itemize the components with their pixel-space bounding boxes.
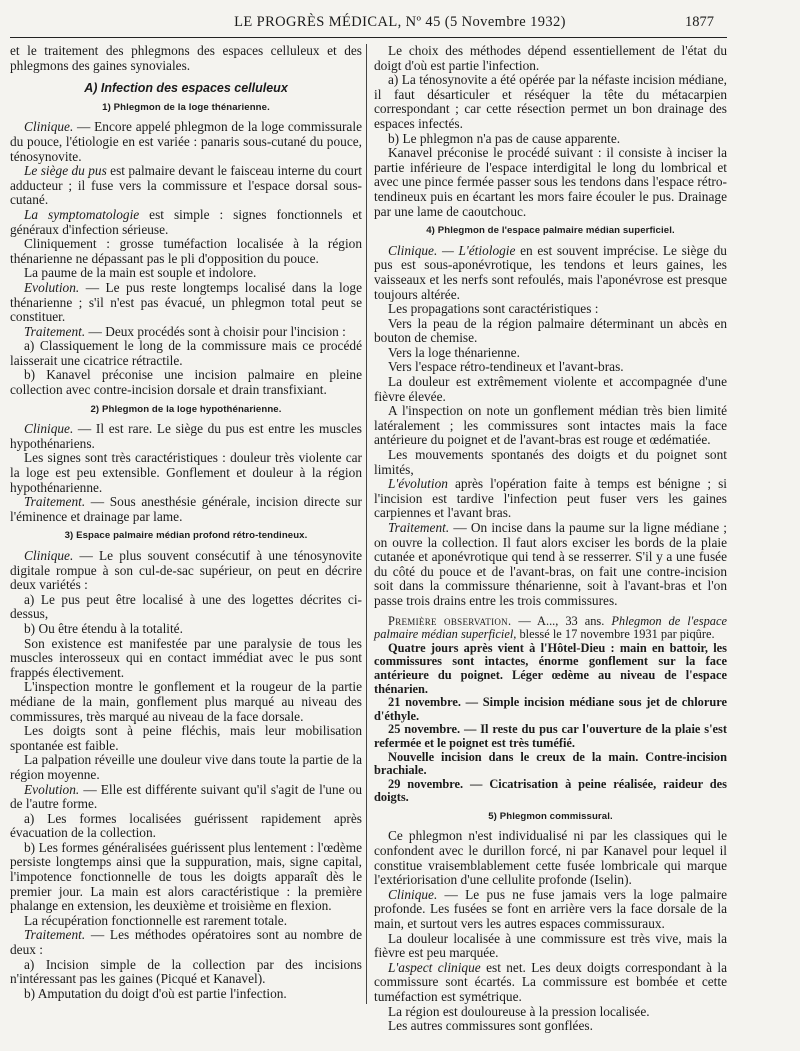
subsection-heading: 3) Espace palmaire médian profond rétro-tendineux.	[64, 530, 308, 542]
observation-paragraph: 21 novembre. — Simple incision médiane sous jet de chlorure d'éthyle.	[374, 695, 727, 723]
observation-heading: Première observation. — A..., 33 ans. Phlegmon de l'espace palmaire médian superficiel, blessé le 17 novembre 1931 par piqûre.	[374, 613, 727, 642]
paragraph: Traitement. — Deux procédés sont à choisir pour l'incision :	[24, 323, 346, 339]
running-title: LE PROGRÈS MÉDICAL, Nº 45 (5 Novembre 1932)	[234, 14, 566, 30]
paragraph: Kanavel préconise le procédé suivant : il consiste à inciser la partie inférieure de l'espace interdigital le long du lombrical et avec une pince fermée passer sous les tendons dans l'espace rétro-tendineux puis en écartant les mors faire écouler le pus. Drainage par une lame de caoutchouc.	[374, 145, 727, 219]
observation-paragraph: Quatre jours après vient à l'Hôtel-Dieu : main en battoir, les commissures sont intactes, énorme gonflement sur la face antérieure du poignet. Léger œdème au niveau de l'espace thénarien.	[374, 640, 727, 696]
paragraph: Les doigts sont à peine fléchis, mais leur mobilisation spontanée est faible.	[10, 723, 362, 753]
paragraph: b) Les formes généralisées guérissent plus lentement : l'œdème persiste longtemps ainsi que la suppuration, mais, signe capital, l'impotence fonctionnelle de tous les doigts apparaît dès le premier jour. La main est alors caractéristique : la première phalange en extension, les deuxième et troisième en flexion.	[10, 839, 362, 914]
paragraph: La région est douloureuse à la pression localisée.	[388, 1003, 650, 1019]
observation-paragraph: 29 novembre. — Cicatrisation à peine réalisée, raideur des doigts.	[374, 776, 727, 805]
paragraph: Vers la peau de la région palmaire déterminant un abcès en bouton de chemise.	[374, 315, 727, 346]
paragraph: La récupération fonctionnelle est rarement totale.	[24, 912, 288, 928]
observation-paragraph: Nouvelle incision dans le creux de la main. Contre-incision brachiale.	[374, 749, 727, 778]
observation-paragraph: 25 novembre. — Il reste du pus car l'ouverture de la plaie s'est refermée et le poignet est très tuméfié.	[374, 722, 727, 750]
page-number: 1877	[685, 14, 714, 30]
paragraph: b) Ou être étendu à la totalité.	[24, 620, 183, 636]
paragraph: Clinique. — Le pus ne fuse jamais vers la loge palmaire profonde. Les fusées se font en arrière vers la face dorsale de la main, et surtout vers les autres espaces commissuraux.	[374, 886, 727, 932]
paragraph: La symptomatologie est simple : signes fonctionnels et généraux d'infection sérieuse.	[10, 206, 362, 237]
subsection-heading: 1) Phlegmon de la loge thénarienne.	[102, 101, 270, 113]
paragraph: et le traitement des phlegmons des espaces celluleux et des phlegmons des gaines synoviales.	[10, 43, 362, 73]
right-column	[374, 44, 727, 1034]
paragraph: Ce phlegmon n'est individualisé ni par les classiques qui le confondent avec le durillon forcé, ni par Kanavel pour lequel il constitue vraisemblablement cette fusée lombricale qui marque l'extériorisation d'une cellulite profonde (Iselin).	[374, 828, 727, 888]
paragraph: Traitement. — Les méthodes opératoires sont au nombre de deux :	[10, 927, 362, 958]
column-separator	[366, 44, 367, 1004]
paragraph: Vers la loge thénarienne.	[388, 344, 520, 360]
subsection-heading: 5) Phlegmon commissural.	[488, 810, 613, 822]
section-heading: A) Infection des espaces celluleux	[84, 81, 288, 96]
paragraph: b) Amputation du doigt d'où est partie l'infection.	[24, 985, 287, 1001]
paragraph: Clinique. — L'étiologie en est souvent imprécise. Le siège du pus est sous-aponévrotique, les tendons et leurs gaines, les vaisseaux et les nerfs sont refoulés, mais l'aponévrose est presque toujours altérée.	[374, 242, 727, 302]
paragraph: La douleur est extrêmement violente et accompagnée d'une fièvre élevée.	[374, 374, 727, 404]
subsection-heading: 2) Phlegmon de la loge hypothénarienne.	[90, 403, 282, 415]
paragraph: La douleur localisée à une commissure est très vive, mais la fièvre est peu marquée.	[374, 930, 727, 961]
paragraph: Clinique. — Encore appelé phlegmon de la loge commissurale du pouce, l'étiologie en est variée : panaris sous-cutané du pouce, ténosynovite.	[10, 119, 362, 164]
paragraph: La palpation réveille une douleur vive dans toute la partie de la région moyenne.	[10, 752, 362, 782]
paragraph: Les autres commissures sont gonflées.	[388, 1018, 593, 1034]
paragraph: L'inspection montre le gonflement et la rougeur de la partie médiane de la main, gonflement plus marqué au niveau des commissures, très marqué au niveau de la face dorsale.	[10, 679, 362, 724]
paragraph: L'évolution après l'opération faite à temps est bénigne ; si l'incision est tardive l'infection peut fuser vers les gaines carpiennes et l'avant bras.	[374, 476, 727, 521]
paragraph: Traitement. — On incise dans la paume sur la ligne médiane ; on ouvre la collection. Il faut alors exciser les bords de la plaie cutanée et aponévrotique qui tend à se resserrer. S'il y a une fusée du côté du pouce et de l'avant-bras, on fait une contre-incision soit dans la commissure thénarienne, soit à l'avant-bras et l'on passe trois drains entre les trois commissures.	[374, 520, 727, 608]
paragraph: Traitement. — Sous anesthésie générale, incision directe sur l'éminence et drainage par lame.	[10, 494, 362, 524]
paragraph: Les propagations sont caractéristiques :	[388, 301, 599, 317]
left-column	[10, 44, 362, 1001]
paragraph: A l'inspection on note un gonflement médian très bien limité latéralement ; les commissures sont intactes mais la face antérieure du poignet et de l'avant-bras est rouge et œdématiée.	[374, 403, 727, 448]
paragraph: Vers l'espace rétro-tendineux et l'avant-bras.	[388, 359, 624, 375]
paragraph: Le choix des méthodes dépend essentiellement de l'état du doigt d'où est partie l'infection.	[374, 43, 727, 73]
paragraph: L'aspect clinique est net. Les deux doigts correspondant à la commissure sont écartés. La commissure est bombée et cette tuméfaction est symétrique.	[374, 959, 727, 1004]
paragraph: a) Le pus peut être localisé à une des logettes décrites ci-dessus,	[10, 591, 362, 622]
paragraph: Cliniquement : grosse tuméfaction localisée à la région thénarienne ne dépassant pas le pli d'opposition du pouce.	[10, 236, 362, 266]
paragraph: Les mouvements spontanés des doigts et du poignet sont limités,	[374, 447, 727, 477]
paragraph: Son existence est manifestée par une paralysie de tous les muscles interosseux qui en contact immédiat avec le pus sont frappés électivement.	[10, 635, 362, 680]
paragraph: Clinique. — Le plus souvent consécutif à une ténosynovite digitale rompue à son cul-de-sac supérieur, on peut en décrire deux variétés :	[10, 548, 362, 593]
paragraph: Le siège du pus est palmaire devant le faisceau interne du court adducteur ; il fuse vers la commissure et l'espace dorsal sous-cutané.	[10, 163, 362, 208]
paragraph: a) Classiquement le long de la commissure mais ce procédé laisserait une cicatrice rétractile.	[10, 338, 362, 368]
header-rule	[10, 37, 727, 38]
paragraph: a) Les formes localisées guérissent rapidement après évacuation de la collection.	[10, 810, 362, 841]
paragraph: La paume de la main est souple et indolore.	[24, 265, 257, 281]
paragraph: a) Incision simple de la collection par des incisions n'intéressant pas les gaines (Picqué et Kanavel).	[10, 956, 362, 987]
paragraph: Evolution. — Le pus reste longtemps localisé dans la loge thénarienne ; s'il n'est pas évacué, un phlegmon total peut se constituer.	[10, 279, 362, 325]
subsection-heading: 4) Phlegmon de l'espace palmaire médian superficiel.	[426, 225, 675, 237]
paragraph: Les signes sont très caractéristiques : douleur très violente car la loge est peu extensible. Gonflement et douleur à la région hypothénarienne.	[10, 450, 362, 495]
paragraph: b) Kanavel préconise une incision palmaire en pleine collection avec contre-incision dorsale et drain transfixiant.	[10, 367, 362, 398]
paragraph: Evolution. — Elle est différente suivant qu'il s'agit de l'une ou de l'autre forme.	[10, 781, 362, 812]
paragraph: a) La ténosynovite a été opérée par la néfaste incision médiane, il faut désarticuler et réséquer la tête du métacarpien correspondant ; car cette résection permet un bon drainage des espaces infectés.	[374, 72, 727, 131]
paragraph: Clinique. — Il est rare. Le siège du pus est entre les muscles hypothénariens.	[10, 421, 362, 451]
paragraph: b) Le phlegmon n'a pas de cause apparente.	[388, 130, 621, 146]
